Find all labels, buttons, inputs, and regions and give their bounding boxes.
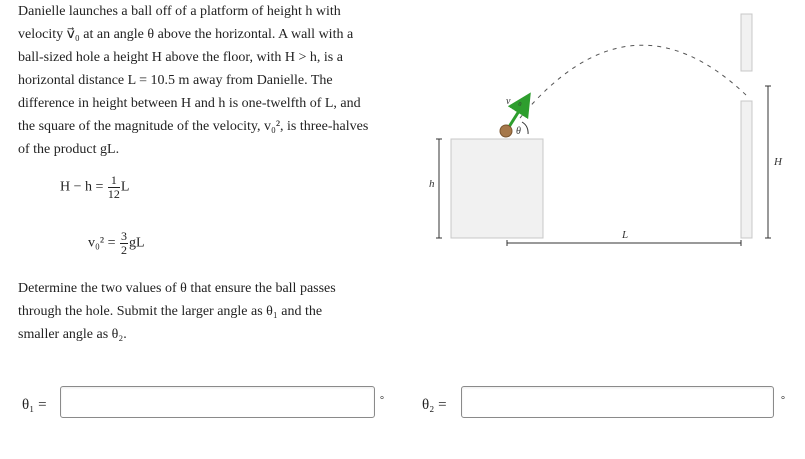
- theta2-unit: °: [781, 395, 785, 406]
- ball: [500, 125, 512, 137]
- problem-line-7: of the product gL.: [18, 142, 120, 157]
- eq1-lhs: H − h =: [60, 179, 104, 195]
- label-v0: v⃗₀: [506, 96, 522, 107]
- theta1-label: θ₁ =: [22, 397, 47, 413]
- task-line-2: through the hole. Submit the larger angle as θ₁ and the: [18, 304, 323, 319]
- label-theta: θ: [516, 126, 521, 137]
- problem-line-4: horizontal distance L = 10.5 m away from Danielle. The: [18, 73, 333, 88]
- eq2-numerator: 3: [120, 229, 127, 243]
- trajectory-path: [520, 45, 746, 118]
- eq2-denominator: 2: [120, 243, 127, 257]
- problem-line-1: Danielle launches a ball off of a platform of height h with: [18, 4, 341, 19]
- wall-upper: [741, 14, 752, 71]
- eq2-rhs: gL: [128, 235, 145, 251]
- task-line-1: Determine the two values of θ that ensure the ball passes: [18, 281, 336, 296]
- problem-line-2: velocity v⃗₀ at an angle θ above the horizontal. A wall with a: [18, 27, 354, 42]
- angle-arc: [522, 122, 528, 134]
- platform-box: [451, 139, 543, 238]
- problem-line-6: the square of the magnitude of the velocity, v₀², is three-halves: [18, 119, 369, 134]
- eq2-lhs: v₀² =: [88, 235, 116, 251]
- eq1-denominator: 12: [107, 187, 120, 201]
- theta2-input[interactable]: [461, 386, 774, 418]
- eq1-rhs: L: [120, 179, 130, 195]
- theta2-label: θ₂ =: [422, 397, 447, 413]
- wall-lower: [741, 101, 752, 238]
- label-L: L: [622, 229, 629, 241]
- theta1-unit: °: [380, 395, 384, 406]
- theta1-input[interactable]: [60, 386, 375, 418]
- label-h: h: [429, 178, 435, 190]
- task-line-3: smaller angle as θ₂.: [18, 327, 127, 342]
- eq1-numerator: 1: [108, 174, 120, 188]
- label-H: H: [774, 156, 782, 168]
- problem-line-3: ball-sized hole a height H above the floor, with H > h, is a: [18, 50, 343, 65]
- problem-line-5: difference in height between H and h is one-twelfth of L, and: [18, 96, 361, 111]
